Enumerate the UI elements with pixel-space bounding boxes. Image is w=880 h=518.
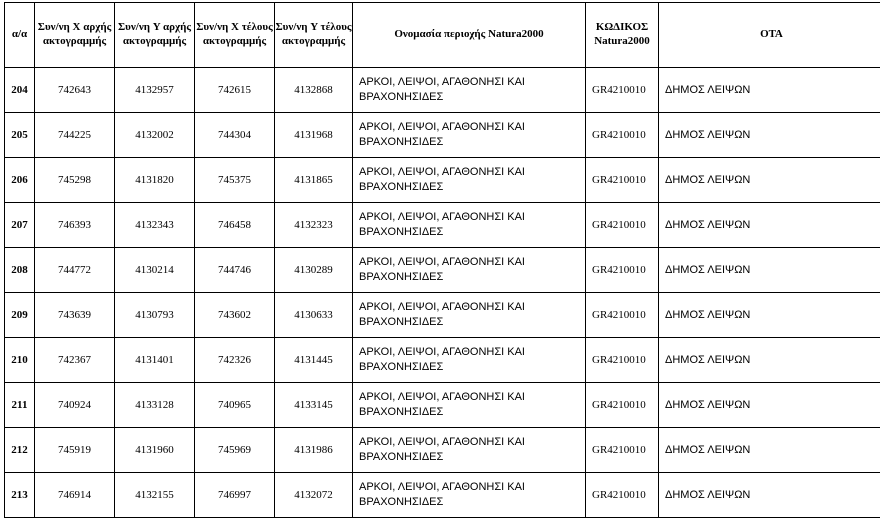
table-row xyxy=(5,293,880,338)
cell-x-start: 740924 xyxy=(35,383,115,428)
cell-x-start: 746914 xyxy=(35,473,115,518)
cell-x-start: 744772 xyxy=(35,248,115,293)
cell-y-end: 4131865 xyxy=(275,158,353,203)
cell-y-start: 4130793 xyxy=(115,293,195,338)
cell-area-name: ΑΡΚΟΙ, ΛΕΙΨΟΙ, ΑΓΑΘΟΝΗΣΙ ΚΑΙ ΒΡΑΧΟΝΗΣΙΔΕΣ xyxy=(353,203,586,248)
cell-natura-code: GR4210010 xyxy=(586,248,659,293)
cell-x-end: 744304 xyxy=(195,113,275,158)
cell-area-name: ΑΡΚΟΙ, ΛΕΙΨΟΙ, ΑΓΑΘΟΝΗΣΙ ΚΑΙ ΒΡΑΧΟΝΗΣΙΔΕΣ xyxy=(353,338,586,383)
cell-area-name: ΑΡΚΟΙ, ΛΕΙΨΟΙ, ΑΓΑΘΟΝΗΣΙ ΚΑΙ ΒΡΑΧΟΝΗΣΙΔΕΣ xyxy=(353,68,586,113)
cell-x-end: 743602 xyxy=(195,293,275,338)
cell-aa: 208 xyxy=(5,248,35,293)
header-area-name: Ονομασία περιοχής Natura2000 xyxy=(353,3,586,68)
cell-y-end: 4133145 xyxy=(275,383,353,428)
table-row xyxy=(5,113,880,158)
cell-y-start: 4131960 xyxy=(115,428,195,473)
cell-x-end: 742615 xyxy=(195,68,275,113)
cell-y-start: 4131820 xyxy=(115,158,195,203)
table-row xyxy=(5,428,880,473)
header-ota: ΟΤΑ xyxy=(659,3,880,68)
cell-y-start: 4133128 xyxy=(115,383,195,428)
cell-ota: ΔΗΜΟΣ ΛΕΙΨΩΝ xyxy=(659,473,880,518)
natura-coastline-table xyxy=(4,2,880,518)
cell-aa: 206 xyxy=(5,158,35,203)
cell-ota: ΔΗΜΟΣ ΛΕΙΨΩΝ xyxy=(659,383,880,428)
cell-x-start: 742643 xyxy=(35,68,115,113)
cell-y-end: 4132072 xyxy=(275,473,353,518)
table-row xyxy=(5,473,880,518)
cell-natura-code: GR4210010 xyxy=(586,113,659,158)
cell-aa: 210 xyxy=(5,338,35,383)
table-row xyxy=(5,383,880,428)
table-row xyxy=(5,248,880,293)
header-x-end: Συν/νη X τέλους ακτογραμμής xyxy=(195,3,275,68)
cell-ota: ΔΗΜΟΣ ΛΕΙΨΩΝ xyxy=(659,293,880,338)
cell-x-start: 742367 xyxy=(35,338,115,383)
cell-ota: ΔΗΜΟΣ ΛΕΙΨΩΝ xyxy=(659,428,880,473)
header-x-start: Συν/νη X αρχής ακτογραμμής xyxy=(35,3,115,68)
cell-natura-code: GR4210010 xyxy=(586,158,659,203)
cell-y-start: 4132343 xyxy=(115,203,195,248)
cell-aa: 211 xyxy=(5,383,35,428)
cell-ota: ΔΗΜΟΣ ΛΕΙΨΩΝ xyxy=(659,158,880,203)
cell-area-name: ΑΡΚΟΙ, ΛΕΙΨΟΙ, ΑΓΑΘΟΝΗΣΙ ΚΑΙ ΒΡΑΧΟΝΗΣΙΔΕΣ xyxy=(353,293,586,338)
table-row xyxy=(5,158,880,203)
cell-ota: ΔΗΜΟΣ ΛΕΙΨΩΝ xyxy=(659,248,880,293)
cell-area-name: ΑΡΚΟΙ, ΛΕΙΨΟΙ, ΑΓΑΘΟΝΗΣΙ ΚΑΙ ΒΡΑΧΟΝΗΣΙΔΕΣ xyxy=(353,158,586,203)
cell-y-start: 4130214 xyxy=(115,248,195,293)
cell-y-end: 4131986 xyxy=(275,428,353,473)
cell-natura-code: GR4210010 xyxy=(586,203,659,248)
cell-x-end: 746458 xyxy=(195,203,275,248)
cell-natura-code: GR4210010 xyxy=(586,473,659,518)
cell-x-start: 744225 xyxy=(35,113,115,158)
table-row xyxy=(5,338,880,383)
header-y-end: Συν/νη Y τέλους ακτογραμμής xyxy=(275,3,353,68)
cell-aa: 204 xyxy=(5,68,35,113)
header-y-start: Συν/νη Y αρχής ακτογραμμής xyxy=(115,3,195,68)
cell-ota: ΔΗΜΟΣ ΛΕΙΨΩΝ xyxy=(659,203,880,248)
cell-ota: ΔΗΜΟΣ ΛΕΙΨΩΝ xyxy=(659,113,880,158)
header-natura-code: ΚΩΔΙΚΟΣ Natura2000 xyxy=(586,3,659,68)
cell-y-end: 4132323 xyxy=(275,203,353,248)
cell-area-name: ΑΡΚΟΙ, ΛΕΙΨΟΙ, ΑΓΑΘΟΝΗΣΙ ΚΑΙ ΒΡΑΧΟΝΗΣΙΔΕΣ xyxy=(353,383,586,428)
cell-x-end: 744746 xyxy=(195,248,275,293)
cell-area-name: ΑΡΚΟΙ, ΛΕΙΨΟΙ, ΑΓΑΘΟΝΗΣΙ ΚΑΙ ΒΡΑΧΟΝΗΣΙΔΕΣ xyxy=(353,428,586,473)
cell-natura-code: GR4210010 xyxy=(586,428,659,473)
cell-natura-code: GR4210010 xyxy=(586,68,659,113)
cell-y-start: 4132957 xyxy=(115,68,195,113)
cell-x-start: 746393 xyxy=(35,203,115,248)
cell-y-end: 4130633 xyxy=(275,293,353,338)
header-row xyxy=(5,3,880,68)
cell-aa: 212 xyxy=(5,428,35,473)
cell-ota: ΔΗΜΟΣ ΛΕΙΨΩΝ xyxy=(659,338,880,383)
cell-natura-code: GR4210010 xyxy=(586,293,659,338)
cell-x-start: 745919 xyxy=(35,428,115,473)
cell-aa: 213 xyxy=(5,473,35,518)
cell-x-end: 740965 xyxy=(195,383,275,428)
table-row xyxy=(5,203,880,248)
cell-aa: 207 xyxy=(5,203,35,248)
cell-y-end: 4131445 xyxy=(275,338,353,383)
cell-x-start: 745298 xyxy=(35,158,115,203)
cell-y-end: 4131968 xyxy=(275,113,353,158)
cell-aa: 205 xyxy=(5,113,35,158)
cell-area-name: ΑΡΚΟΙ, ΛΕΙΨΟΙ, ΑΓΑΘΟΝΗΣΙ ΚΑΙ ΒΡΑΧΟΝΗΣΙΔΕΣ xyxy=(353,248,586,293)
cell-area-name: ΑΡΚΟΙ, ΛΕΙΨΟΙ, ΑΓΑΘΟΝΗΣΙ ΚΑΙ ΒΡΑΧΟΝΗΣΙΔΕΣ xyxy=(353,113,586,158)
cell-x-end: 742326 xyxy=(195,338,275,383)
cell-ota: ΔΗΜΟΣ ΛΕΙΨΩΝ xyxy=(659,68,880,113)
cell-natura-code: GR4210010 xyxy=(586,383,659,428)
cell-x-end: 746997 xyxy=(195,473,275,518)
cell-x-end: 745375 xyxy=(195,158,275,203)
cell-x-end: 745969 xyxy=(195,428,275,473)
cell-y-start: 4131401 xyxy=(115,338,195,383)
cell-y-end: 4130289 xyxy=(275,248,353,293)
table-row xyxy=(5,68,880,113)
cell-area-name: ΑΡΚΟΙ, ΛΕΙΨΟΙ, ΑΓΑΘΟΝΗΣΙ ΚΑΙ ΒΡΑΧΟΝΗΣΙΔΕΣ xyxy=(353,473,586,518)
cell-y-start: 4132155 xyxy=(115,473,195,518)
cell-natura-code: GR4210010 xyxy=(586,338,659,383)
cell-aa: 209 xyxy=(5,293,35,338)
cell-y-end: 4132868 xyxy=(275,68,353,113)
header-aa: α/α xyxy=(5,3,35,68)
cell-x-start: 743639 xyxy=(35,293,115,338)
cell-y-start: 4132002 xyxy=(115,113,195,158)
